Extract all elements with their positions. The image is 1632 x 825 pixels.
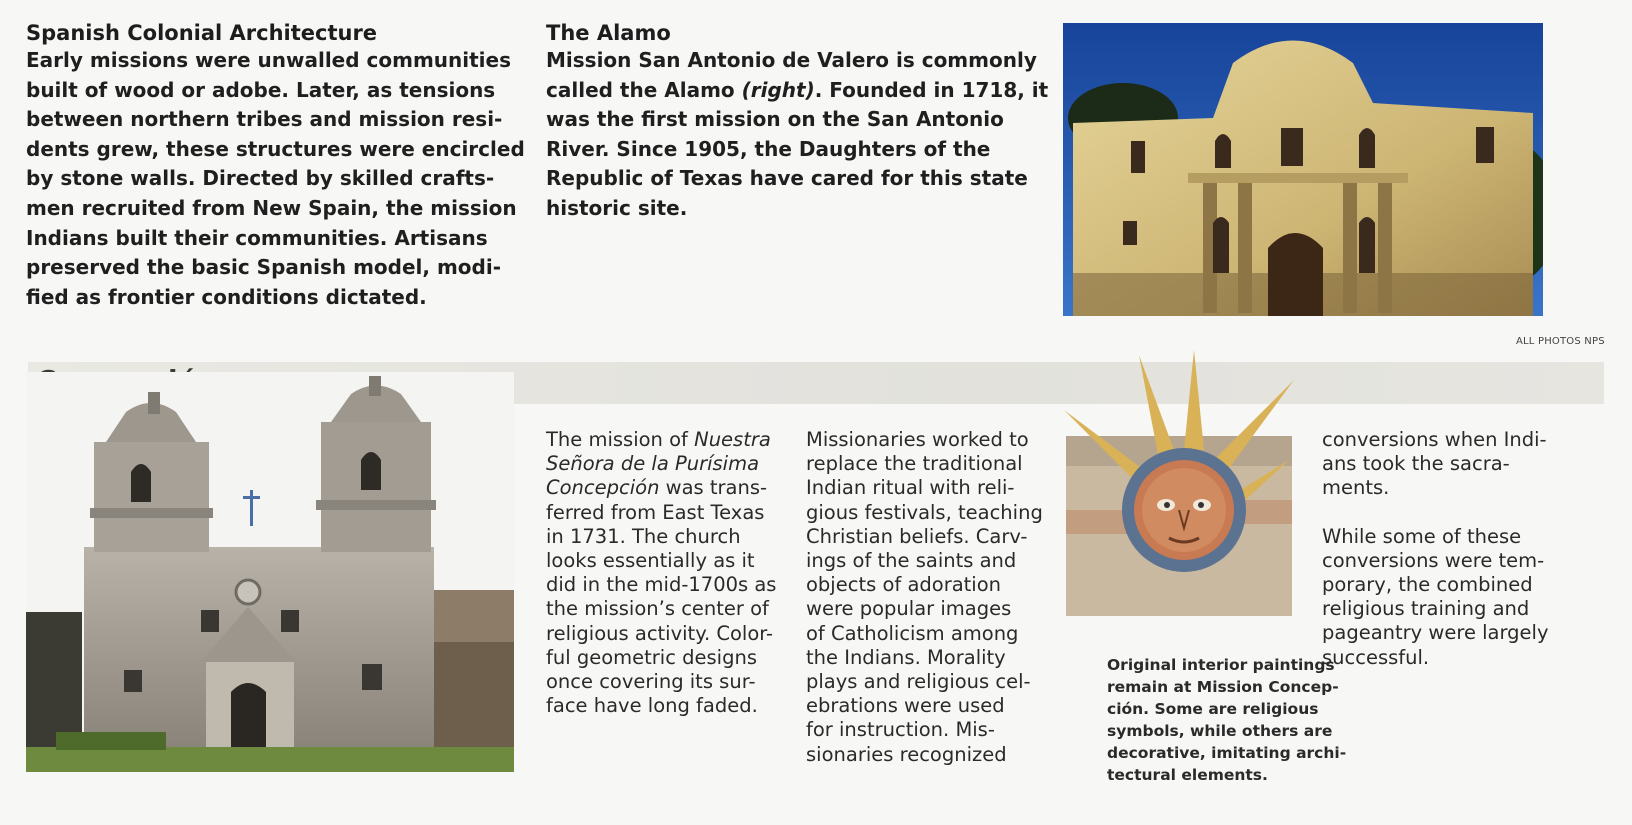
body-line: Indians built their communities. Artisans [26, 225, 488, 250]
body-line: conversions were tem- [1322, 548, 1545, 572]
photo-credit: ALL PHOTOS NPS [1516, 336, 1605, 347]
concepcion-col3 [1322, 428, 1602, 670]
body-line: Republic of Texas have cared for this state [546, 166, 1028, 191]
caption-line: symbols, while others are [1107, 722, 1333, 740]
body-line: ments. [1322, 476, 1390, 500]
body-line: pageantry were largely [1322, 621, 1549, 645]
body-line: between northern tribes and mission resi- [26, 107, 503, 132]
emphasis-text: Concepción [546, 476, 660, 500]
body-line: ful geometric designs [546, 645, 757, 669]
emphasis-text: Nuestra [694, 428, 771, 451]
body-line: religious training and [1322, 597, 1530, 621]
body-line: conversions when Indi- [1322, 428, 1547, 451]
sun-painting [1064, 350, 1294, 618]
concepcion-photo [26, 372, 514, 772]
text-run: . Founded in 1718, it [814, 77, 1049, 102]
body-line: Indian ritual with reli- [806, 476, 1015, 500]
body-line: replace the traditional [806, 452, 1023, 476]
body-line: porary, the combined [1322, 573, 1533, 597]
caption-line: remain at Mission Concep- [1107, 678, 1339, 696]
body-line: Mission San Antonio de Valero is commonly [546, 48, 1037, 72]
body-line: historic site. [546, 195, 688, 220]
text-run: called the Alamo [546, 77, 742, 102]
body-line: gious festivals, teaching [806, 500, 1043, 524]
concepcion-col1 [546, 428, 791, 718]
body-line: once covering its sur- [546, 670, 756, 694]
text-run: The mission of [546, 428, 695, 451]
body-line: ings of the saints and [806, 549, 1017, 573]
spanish-colonial-section [26, 20, 536, 312]
body-line: the Indians. Morality [806, 645, 1006, 669]
concepcion-col2 [806, 428, 1056, 767]
body-line: for instruction. Mis- [806, 718, 995, 742]
spanish-colonial-body [26, 46, 536, 312]
emphasis-text: Señora de la Purísima [546, 452, 760, 476]
body-line: Christian beliefs. Carv- [806, 524, 1028, 548]
emphasis-text: (right) [741, 77, 815, 102]
body-line: ans took the sacra- [1322, 452, 1510, 476]
body-line: by stone walls. Directed by skilled crafts- [26, 166, 495, 191]
body-line: successful. [1322, 645, 1430, 669]
body-line: Early missions were unwalled communities [26, 48, 512, 72]
alamo-body [546, 46, 1056, 224]
caption-line: decorative, imitating archi- [1107, 744, 1347, 762]
body-line: sionaries recognized [806, 742, 1007, 766]
body-line: objects of adoration [806, 573, 1002, 597]
body-line: looks essentially as it [546, 549, 755, 573]
body-line: of Catholicism among [806, 621, 1019, 645]
body-line: built of wood or adobe. Later, as tensions [26, 77, 496, 102]
body-line: fied as frontier conditions dictated. [26, 284, 427, 309]
alamo-heading: The Alamo [546, 21, 671, 45]
body-line: While some of these [1322, 524, 1522, 548]
body-line: preserved the basic Spanish model, modi- [26, 255, 502, 280]
body-line: ebrations were used [806, 694, 1005, 718]
caption-line: ción. Some are religious [1107, 700, 1319, 718]
alamo-photo [1063, 23, 1543, 316]
body-line [546, 476, 791, 500]
body-line: ferred from East Texas [546, 500, 765, 524]
body-line: were popular images [806, 597, 1012, 621]
body-line: was the first mission on the San Antonio [546, 107, 1004, 132]
paragraph-spacer [1322, 501, 1602, 525]
alamo-section [546, 20, 1056, 224]
body-line [546, 428, 791, 452]
body-line: in 1731. The church [546, 524, 741, 548]
body-line [546, 452, 791, 476]
caption-line: Original interior paintings [1107, 656, 1335, 674]
body-line [546, 76, 1056, 106]
body-line: did in the mid-1700s as [546, 573, 777, 597]
sun-painting-caption [1107, 654, 1377, 786]
spanish-colonial-heading: Spanish Colonial Architecture [26, 21, 378, 45]
body-line: plays and religious cel- [806, 670, 1031, 694]
body-line: men recruited from New Spain, the mission [26, 195, 517, 220]
body-line: dents grew, these structures were encircled [26, 136, 525, 161]
body-line: Missionaries worked to [806, 428, 1029, 451]
body-line: face have long faded. [546, 694, 758, 718]
body-line: religious activity. Color- [546, 621, 774, 645]
text-run: was trans- [659, 476, 768, 500]
body-line: the mission’s center of [546, 597, 769, 621]
caption-line: tectural elements. [1107, 766, 1268, 784]
body-line: River. Since 1905, the Daughters of the [546, 136, 991, 161]
